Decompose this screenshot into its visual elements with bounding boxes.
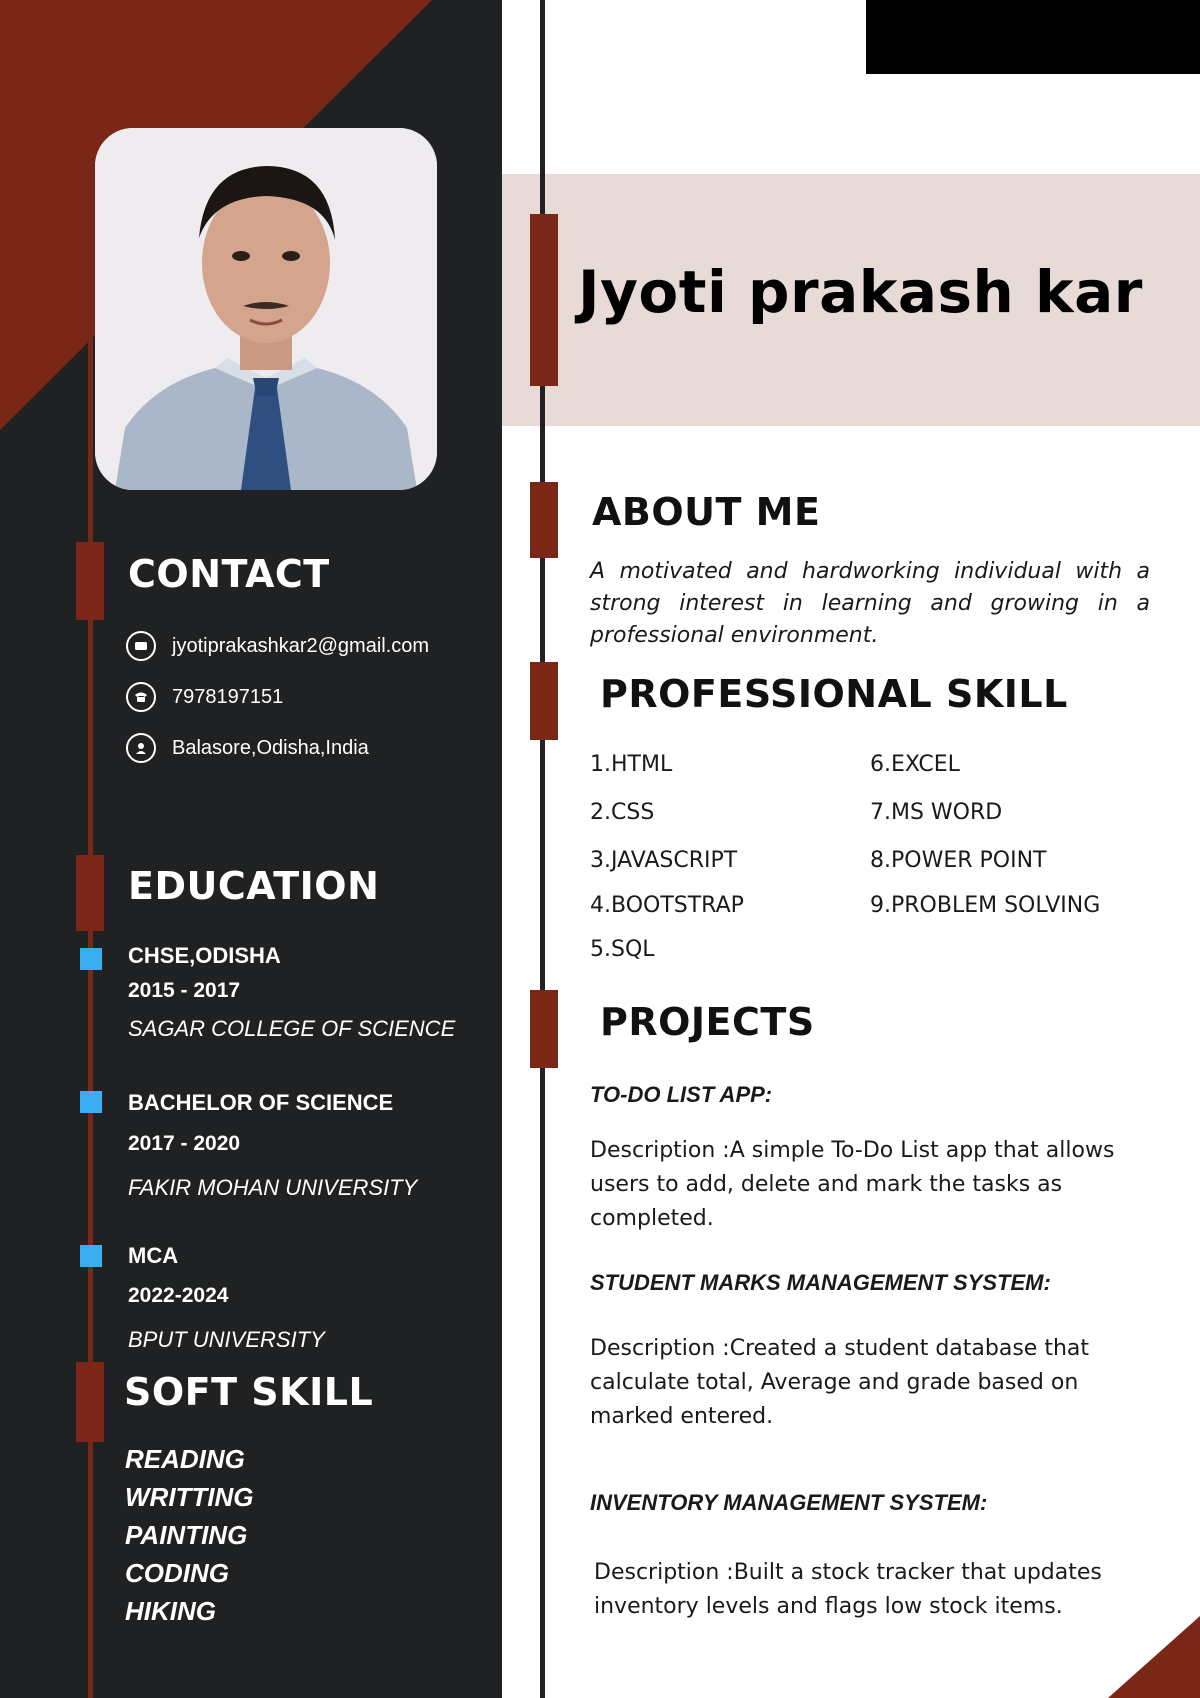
contact-phone — [126, 680, 283, 714]
soft-skill-item: CODING — [125, 1558, 229, 1588]
soft-skill-marker — [76, 1362, 104, 1442]
education-years: 2022-2024 — [128, 1284, 229, 1307]
about-heading: ABOUT ME — [592, 490, 821, 534]
soft-skill-item: WRITTING — [125, 1482, 254, 1512]
soft-skill-item: HIKING — [125, 1596, 216, 1626]
skill-item: 7.MS WORD — [870, 800, 1003, 825]
skill-item: 5.SQL — [590, 937, 655, 962]
contact-email — [126, 629, 429, 663]
project-title: TO-DO LIST APP: — [590, 1082, 773, 1107]
project-description: Description :Built a stock tracker that updates inventory levels and flags low stock items. — [594, 1560, 1102, 1619]
skill-item: 2.CSS — [590, 800, 655, 825]
sidebar-timeline-line — [88, 330, 93, 1698]
education-title: BACHELOR OF SCIENCE — [128, 1090, 394, 1115]
education-title: CHSE,ODISHA — [128, 943, 281, 968]
education-institution: SAGAR COLLEGE OF SCIENCE — [128, 1016, 456, 1041]
skill-item: 3.JAVASCRIPT — [590, 848, 738, 873]
contact-phone-text[interactable]: 7978197151 — [172, 685, 284, 708]
contact-heading: CONTACT — [128, 552, 330, 596]
project-description: Description :A simple To-Do List app that allows users to add, delete and mark the tasks as completed. — [590, 1138, 1115, 1231]
candidate-name: Jyoti prakash kar — [578, 258, 1143, 326]
education-marker — [76, 855, 104, 931]
location-icon — [126, 733, 156, 763]
skill-item: 9.PROBLEM SOLVING — [870, 893, 1101, 918]
skill-item: 6.EXCEL — [870, 752, 960, 777]
projects-heading: PROJECTS — [600, 1000, 815, 1044]
name-marker — [530, 214, 558, 386]
email-icon — [126, 631, 156, 661]
about-text: A motivated and hardworking individual with a strong interest in learning and growing in a professional environment. — [590, 559, 1150, 648]
profile-photo — [95, 128, 437, 490]
education-years: 2017 - 2020 — [128, 1132, 241, 1155]
top-decor-bar — [866, 0, 1200, 74]
education-institution: FAKIR MOHAN UNIVERSITY — [128, 1175, 418, 1200]
sidebar — [0, 0, 502, 1698]
soft-skill-item: PAINTING — [125, 1520, 248, 1550]
skill-item: 4.BOOTSTRAP — [590, 893, 744, 918]
contact-location-text: Balasore,Odisha,India — [172, 736, 369, 759]
education-title: MCA — [128, 1243, 179, 1268]
skill-item: 1.HTML — [590, 752, 673, 777]
project-title: STUDENT MARKS MANAGEMENT SYSTEM: — [590, 1270, 1051, 1295]
project-description: Description :Created a student database that calculate total, Average and grade based on marked entered. — [590, 1336, 1089, 1429]
professional-skill-marker — [530, 662, 558, 740]
project-title: INVENTORY MANAGEMENT SYSTEM: — [590, 1490, 988, 1515]
education-bullet — [80, 1091, 102, 1113]
contact-email-text[interactable]: jyotiprakashkar2@gmail.com — [172, 634, 430, 657]
skill-item: 8.POWER POINT — [870, 848, 1047, 873]
contact-location — [126, 731, 369, 765]
projects-marker — [530, 990, 558, 1068]
education-bullet — [80, 1245, 102, 1267]
about-marker — [530, 482, 558, 558]
corner-accent-shape — [1108, 1616, 1200, 1698]
phone-icon — [126, 682, 156, 712]
contact-marker — [76, 542, 104, 620]
soft-skill-list — [125, 1440, 254, 1630]
professional-skill-heading: PROFESSIONAL SKILL — [600, 672, 1068, 716]
education-years: 2015 - 2017 — [128, 979, 241, 1002]
soft-skill-heading: SOFT SKILL — [124, 1370, 374, 1414]
education-bullet — [80, 948, 102, 970]
soft-skill-item: READING — [125, 1444, 245, 1474]
education-institution: BPUT UNIVERSITY — [128, 1327, 325, 1352]
education-heading: EDUCATION — [128, 864, 380, 908]
